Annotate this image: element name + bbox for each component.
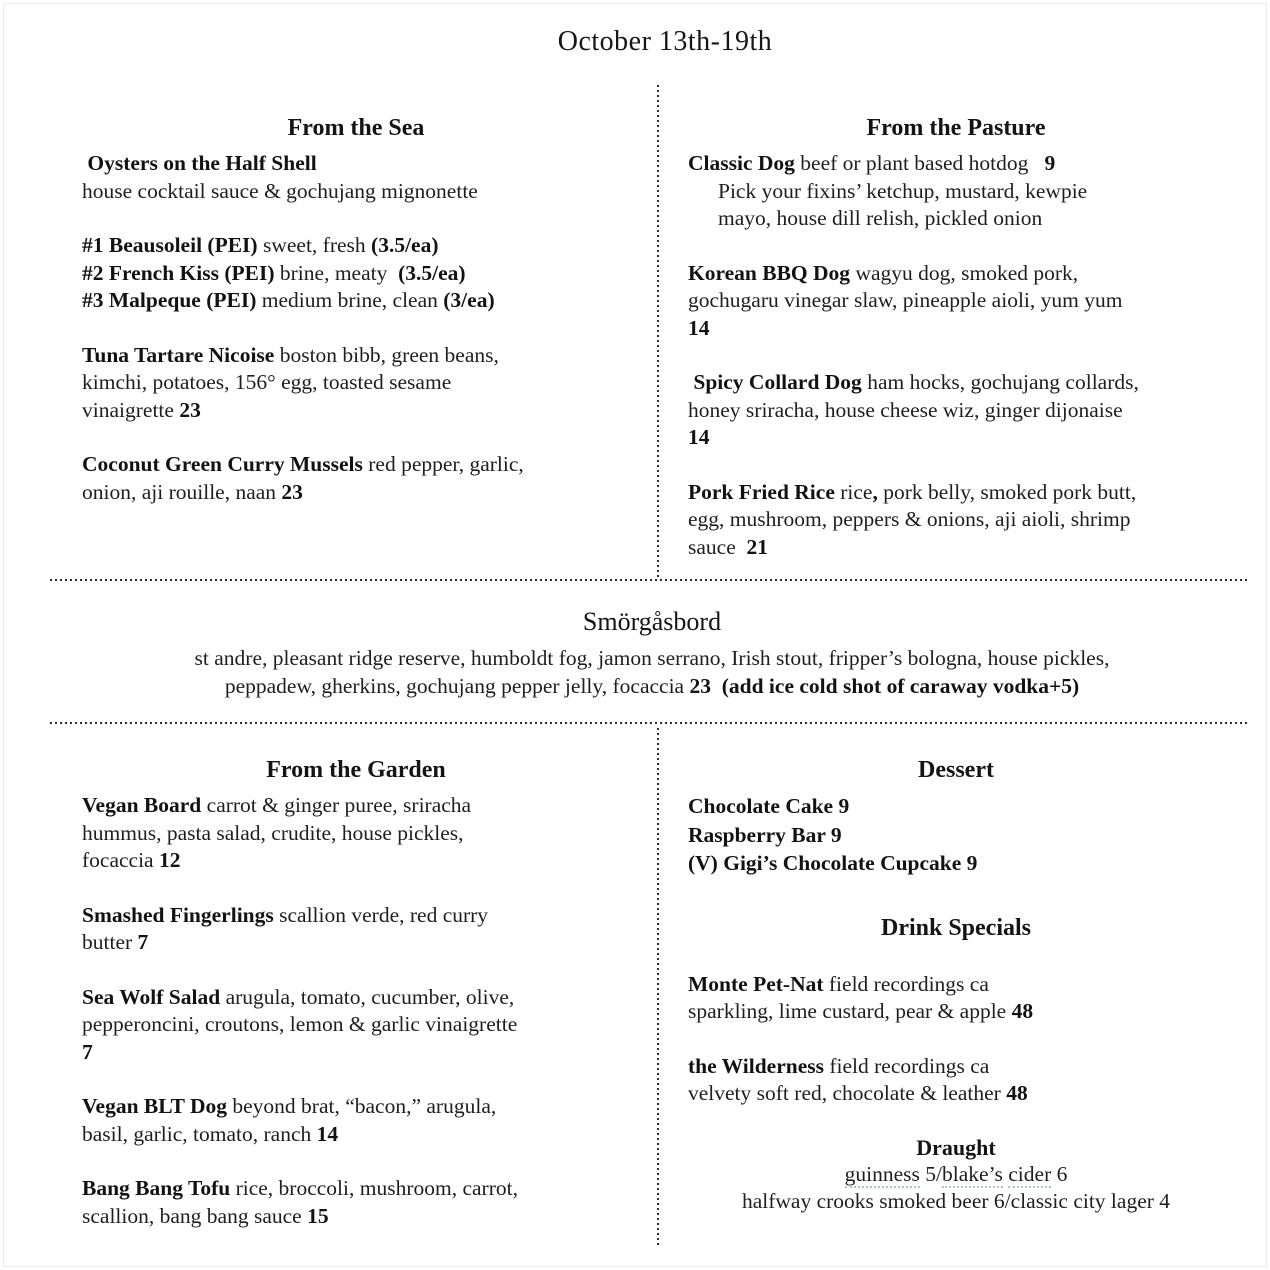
menu-text-segment bbox=[711, 674, 722, 698]
menu-text-segment: house cocktail sauce & gochujang mignonette bbox=[82, 178, 478, 203]
menu-text-segment: st andre, pleasant ridge reserve, humboldt fog, jamon serrano, Irish stout, fripper’s bologna, house pickles, bbox=[194, 646, 1110, 670]
menu-line bbox=[82, 929, 630, 957]
menu-text-segment: blake’s bbox=[941, 1161, 1003, 1186]
menu-text-segment: 7 bbox=[137, 930, 149, 954]
menu-text-segment: pork belly, smoked pork butt, bbox=[877, 479, 1137, 504]
menu-line bbox=[688, 1053, 1224, 1081]
menu-text-segment: beef or plant based hotdog bbox=[800, 151, 1045, 175]
menu-text-segment: #3 Malpeque (PEI) bbox=[82, 288, 262, 312]
menu-text-segment: butter bbox=[82, 930, 138, 954]
menu-line bbox=[688, 150, 1224, 178]
menu-line bbox=[82, 397, 630, 425]
menu-text-segment: 7 bbox=[82, 1039, 93, 1064]
menu-text-segment: beyond brat, “bacon,” arugula, bbox=[232, 1094, 497, 1118]
menu-text-segment: honey sriracha, house cheese wiz, ginger dijonaise bbox=[688, 397, 1123, 422]
menu-text-segment: peppadew, gherkins, gochujang pepper jelly, focaccia bbox=[224, 674, 690, 698]
menu-line bbox=[688, 821, 1224, 850]
vertical-dotted-divider-top bbox=[657, 85, 659, 579]
menu-text-segment: guinness bbox=[844, 1161, 920, 1186]
menu-text-segment: 15 bbox=[307, 1203, 329, 1228]
menu-text-segment: vinaigrette bbox=[82, 397, 180, 422]
menu-text-segment: 14 bbox=[688, 315, 710, 340]
menu-text-segment: Raspberry Bar 9 bbox=[688, 822, 842, 847]
menu-line bbox=[688, 506, 1224, 534]
section-from-the-garden bbox=[82, 754, 630, 1230]
section-smorgasbord bbox=[50, 606, 1254, 700]
menu-line bbox=[82, 792, 630, 820]
menu-line bbox=[82, 984, 630, 1012]
menu-line bbox=[688, 1080, 1224, 1108]
menu-line bbox=[82, 232, 630, 260]
menu-text-segment: medium brine, clean bbox=[261, 288, 444, 312]
menu-line bbox=[82, 1121, 630, 1149]
section-heading: From the Pasture bbox=[866, 115, 1046, 141]
menu-text-segment: kimchi, potatoes, 156° egg, toasted sesame bbox=[82, 370, 452, 394]
menu-text-segment: (add ice cold shot of caraway vodka+5) bbox=[721, 674, 1080, 698]
menu-text-segment: brine, meaty bbox=[279, 260, 399, 285]
menu-line bbox=[688, 971, 1224, 999]
menu-text-segment: red pepper, garlic, bbox=[368, 452, 524, 476]
menu-line bbox=[82, 1011, 630, 1039]
menu-text-segment: sweet, fresh bbox=[262, 233, 372, 257]
menu-text-segment: Monte Pet-Nat bbox=[688, 971, 829, 996]
menu-text-segment: Smashed Fingerlings bbox=[82, 902, 280, 927]
menu-text-segment: velvety soft red, chocolate & leather bbox=[688, 1081, 1007, 1105]
menu-line bbox=[688, 849, 1224, 878]
menu-text-segment: (3.5/ea) bbox=[371, 233, 439, 257]
menu-text-segment: 6 bbox=[1051, 1161, 1068, 1186]
section-items bbox=[82, 792, 630, 1230]
menu-text-segment: Chocolate Cake 9 bbox=[688, 794, 850, 818]
menu-text-segment: 5/ bbox=[919, 1161, 942, 1186]
horizontal-dotted-divider-upper bbox=[50, 579, 1250, 581]
menu-text-segment: arugula, tomato, cucumber, olive, bbox=[225, 984, 515, 1009]
menu-text-segment: #1 Beausoleil (PEI) bbox=[82, 233, 263, 257]
menu-text-segment: Classic Dog bbox=[688, 151, 801, 175]
menu-text-segment: Bang Bang Tofu bbox=[82, 1176, 236, 1200]
section-from-the-sea bbox=[82, 112, 630, 506]
menu-text-segment: halfway crooks smoked beer 6/classic city lager 4 bbox=[741, 1189, 1171, 1213]
menu-line bbox=[688, 1161, 1224, 1189]
menu-text-segment: mayo, house dill relish, pickled onion bbox=[718, 206, 1043, 230]
section-from-the-pasture bbox=[688, 112, 1224, 561]
menu-text-segment: scallion, bang bang sauce bbox=[82, 1203, 308, 1228]
menu-text-segment: pepperoncini, croutons, lemon & garlic vinaigrette bbox=[82, 1012, 518, 1036]
menu-line bbox=[688, 534, 1224, 562]
menu-text-segment: field recordings ca bbox=[829, 1053, 990, 1078]
section-heading: From the Garden bbox=[266, 757, 446, 783]
menu-text-segment: 48 bbox=[1006, 1081, 1028, 1105]
menu-text-segment: rice bbox=[840, 479, 873, 504]
menu-text-segment: field recordings ca bbox=[828, 971, 989, 996]
menu-text-segment: the Wilderness bbox=[688, 1053, 830, 1078]
menu-line bbox=[82, 479, 630, 507]
menu-text-segment: Spicy Collard Dog bbox=[688, 370, 868, 394]
menu-line bbox=[50, 672, 1254, 700]
menu-line bbox=[688, 315, 1224, 343]
page-title: October 13th-19th bbox=[557, 26, 773, 57]
dessert-heading: Dessert bbox=[918, 757, 994, 783]
menu-text-segment: 48 bbox=[1011, 999, 1034, 1023]
menu-text-segment: onion, aji rouille, naan bbox=[82, 479, 282, 504]
section-items bbox=[50, 644, 1254, 700]
menu-line bbox=[688, 287, 1224, 315]
menu-line bbox=[688, 792, 1224, 821]
menu-line bbox=[82, 451, 630, 479]
menu-line bbox=[688, 369, 1224, 397]
menu-text-segment: rice, broccoli, mushroom, carrot, bbox=[235, 1176, 518, 1200]
section-dessert-and-drinks bbox=[688, 754, 1224, 1216]
menu-text-segment: 23 bbox=[179, 397, 201, 422]
menu-text-segment: Vegan Board bbox=[82, 793, 207, 817]
menu-line bbox=[82, 287, 630, 315]
menu-text-segment: sauce bbox=[688, 534, 747, 559]
menu-text-segment: hummus, pasta salad, crudite, house pickles, bbox=[82, 820, 464, 845]
menu-text-segment: 21 bbox=[746, 534, 768, 559]
menu-text-segment: 23 bbox=[281, 479, 303, 504]
menu-line bbox=[688, 397, 1224, 425]
draught-heading: Draught bbox=[916, 1134, 996, 1160]
menu-line bbox=[82, 1203, 630, 1231]
menu-text-segment: 12 bbox=[158, 848, 181, 872]
menu-text-segment: Oysters on the Half Shell bbox=[82, 151, 317, 175]
menu-text-segment: Pick your fixins’ ketchup, mustard, kewpie bbox=[718, 178, 1088, 203]
menu-text-segment: (3.5/ea) bbox=[398, 260, 466, 285]
menu-line bbox=[82, 1175, 630, 1203]
menu-line bbox=[82, 902, 630, 930]
drink-specials-heading: Drink Specials bbox=[880, 914, 1032, 941]
menu-text-segment: 14 bbox=[316, 1121, 339, 1146]
menu-text-segment: sparkling, lime custard, pear & apple bbox=[688, 999, 1012, 1023]
menu-line bbox=[688, 205, 1224, 233]
section-items bbox=[688, 150, 1224, 561]
menu-text-segment: Pork Fried Rice bbox=[688, 479, 841, 504]
dessert-items bbox=[688, 792, 1224, 878]
menu-line bbox=[82, 1039, 630, 1067]
menu-line bbox=[82, 342, 630, 370]
menu-text-segment: #2 French Kiss (PEI) bbox=[82, 260, 280, 285]
menu-line bbox=[50, 644, 1254, 672]
menu-text-segment: scallion verde, red curry bbox=[279, 902, 489, 927]
menu-text-segment: focaccia bbox=[82, 848, 159, 872]
menu-line bbox=[82, 369, 630, 397]
menu-line bbox=[688, 424, 1224, 452]
menu-line bbox=[688, 479, 1224, 507]
section-heading: Smörgåsbord bbox=[582, 607, 722, 636]
menu-text-segment: Sea Wolf Salad bbox=[82, 984, 226, 1009]
menu-text-segment: basil, garlic, tomato, ranch bbox=[82, 1121, 317, 1146]
menu-text-segment: Vegan BLT Dog bbox=[82, 1094, 233, 1118]
menu-text-segment: 23 bbox=[689, 674, 711, 698]
drink-specials-items bbox=[688, 971, 1224, 1108]
menu-line bbox=[82, 1093, 630, 1121]
menu-text-segment: 9 bbox=[1044, 151, 1056, 175]
menu-text-segment: Tuna Tartare Nicoise bbox=[82, 342, 280, 367]
menu-text-segment: boston bibb, green beans, bbox=[279, 342, 499, 367]
menu-text-segment: carrot & ginger puree, sriracha bbox=[206, 793, 472, 817]
menu-text-segment: wagyu dog, smoked pork, bbox=[855, 260, 1079, 285]
draught-items bbox=[688, 1161, 1224, 1216]
menu-text-segment: Korean BBQ Dog bbox=[688, 260, 856, 285]
menu-line bbox=[688, 178, 1224, 206]
menu-text-segment: egg, mushroom, peppers & onions, aji aioli, shrimp bbox=[688, 507, 1131, 531]
menu-text-segment: 14 bbox=[688, 425, 710, 449]
menu-line bbox=[688, 1188, 1224, 1216]
menu-text-segment: cider bbox=[1008, 1161, 1052, 1186]
menu-text-segment: , bbox=[872, 479, 878, 504]
menu-text-segment: (3/ea) bbox=[443, 288, 495, 312]
menu-line bbox=[688, 998, 1224, 1026]
menu-text-segment: ham hocks, gochujang collards, bbox=[867, 370, 1139, 394]
menu-line bbox=[82, 260, 630, 288]
menu-line bbox=[82, 820, 630, 848]
menu-text-segment: (V) Gigi’s Chocolate Cupcake 9 bbox=[688, 851, 978, 875]
section-heading: From the Sea bbox=[287, 115, 425, 141]
menu-text-segment: Coconut Green Curry Mussels bbox=[82, 452, 369, 476]
menu-line bbox=[82, 150, 630, 178]
vertical-dotted-divider-bottom bbox=[657, 728, 659, 1246]
section-items bbox=[82, 150, 630, 506]
menu-line bbox=[82, 178, 630, 206]
horizontal-dotted-divider-lower bbox=[50, 722, 1250, 724]
menu-line bbox=[82, 847, 630, 875]
menu-text-segment: gochugaru vinegar slaw, pineapple aioli, yum yum bbox=[688, 288, 1123, 312]
menu-line bbox=[688, 260, 1224, 288]
